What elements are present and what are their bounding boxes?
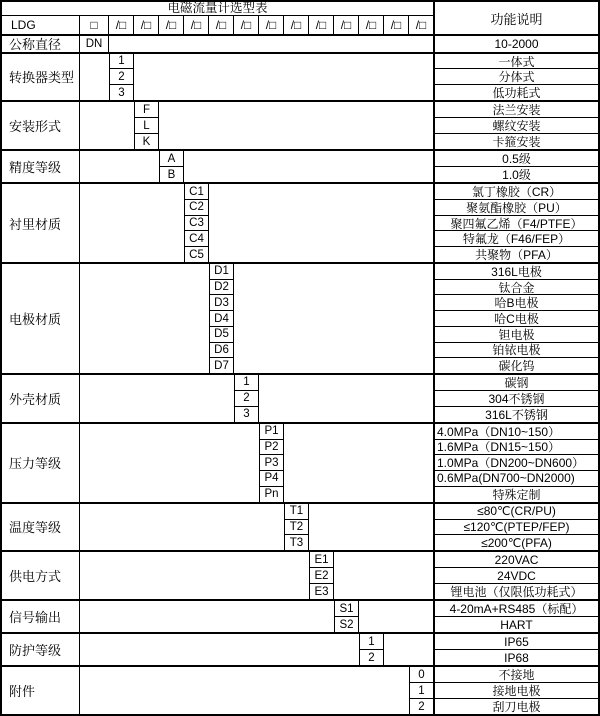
code-cell: 1 bbox=[360, 634, 383, 650]
code-cell: S2 bbox=[339, 618, 354, 631]
description-cell: 24VDC bbox=[435, 568, 598, 584]
group-name: 安装形式 bbox=[2, 102, 80, 149]
code-cell: F bbox=[135, 102, 158, 118]
description-cell: 4.0MPa（DN10~150） bbox=[435, 424, 598, 440]
code-cell: P1 bbox=[260, 424, 283, 440]
code-cell: Pn bbox=[264, 488, 279, 501]
group-band-converter-type bbox=[2, 54, 598, 103]
group-name: 衬里材质 bbox=[2, 184, 80, 262]
table-header bbox=[2, 2, 598, 36]
description-cell: 碳钢 bbox=[435, 375, 598, 391]
code-stack bbox=[159, 151, 184, 182]
code-stack bbox=[359, 634, 384, 665]
function-description-column bbox=[433, 184, 598, 262]
model-code-slot: /□ bbox=[234, 16, 259, 34]
group-band-power-supply bbox=[2, 552, 598, 601]
model-code-box: □ bbox=[80, 16, 109, 34]
code-column-area bbox=[80, 552, 433, 599]
model-code-slot: /□ bbox=[415, 18, 427, 32]
description-cell: 4-20mA+RS485（标配） bbox=[435, 601, 598, 617]
code-cell: 2 bbox=[235, 391, 258, 407]
code-cell: 0 bbox=[410, 667, 433, 683]
description-cell: 聚氨酯橡胶（PU） bbox=[435, 200, 598, 216]
model-code-slot: /□ bbox=[184, 16, 209, 34]
code-cell: P4 bbox=[260, 471, 283, 487]
description-cell: 刮刀电极 bbox=[492, 700, 541, 715]
code-cell: 1 bbox=[410, 683, 433, 699]
description-cell: ≤200℃(PFA) bbox=[481, 535, 552, 550]
description-cell: ≤120℃(PTEP/FEP) bbox=[435, 520, 598, 536]
function-description-column bbox=[433, 634, 598, 665]
function-description-column bbox=[433, 424, 598, 502]
code-cell: C2 bbox=[185, 200, 208, 216]
function-description-column bbox=[433, 552, 598, 599]
code-cell: E3 bbox=[314, 585, 329, 598]
code-stack bbox=[259, 424, 284, 502]
code-cell: 2 bbox=[418, 700, 425, 713]
description-cell: 分体式 bbox=[435, 69, 598, 85]
code-column-area bbox=[80, 424, 433, 502]
model-code-slot: /□ bbox=[259, 16, 284, 34]
group-band-housing-material bbox=[2, 375, 598, 424]
description-cell: 接地电极 bbox=[435, 683, 598, 699]
code-column-area bbox=[80, 264, 433, 373]
code-column-area bbox=[80, 151, 433, 182]
description-cell: 316L不锈钢 bbox=[485, 407, 548, 422]
group-name: 精度等级 bbox=[2, 151, 80, 182]
code-column-area bbox=[80, 634, 433, 665]
description-cell: 1.0MPa（DN200~DN600） bbox=[435, 455, 598, 471]
code-stack bbox=[184, 184, 209, 262]
code-cell: 1 bbox=[235, 375, 258, 391]
code-cell: D6 bbox=[210, 343, 233, 359]
code-cell: C1 bbox=[185, 184, 208, 200]
function-description-column bbox=[433, 151, 598, 182]
group-name: 公称直径 bbox=[2, 36, 80, 52]
description-cell: 低功耗式 bbox=[492, 86, 541, 101]
group-band-lining-material bbox=[2, 184, 598, 264]
group-name: 温度等级 bbox=[2, 504, 80, 551]
model-code-slot: /□ bbox=[384, 16, 409, 34]
description-cell: 钛合金 bbox=[435, 280, 598, 296]
group-name: 供电方式 bbox=[2, 552, 80, 599]
table-body bbox=[2, 36, 598, 714]
code-cell: C5 bbox=[189, 248, 204, 261]
code-column-area bbox=[80, 601, 433, 632]
description-cell: 一体式 bbox=[435, 54, 598, 70]
description-cell: 螺纹安装 bbox=[435, 118, 598, 134]
code-cell: DN bbox=[85, 37, 103, 50]
code-cell: S1 bbox=[335, 601, 358, 617]
code-cell: 2 bbox=[110, 69, 133, 85]
description-cell: 共聚物（PFA） bbox=[475, 248, 558, 262]
function-description-column bbox=[433, 264, 598, 373]
description-cell: 1.6MPa（DN15~150） bbox=[435, 440, 598, 456]
group-name: 转换器类型 bbox=[2, 54, 80, 101]
description-cell: 法兰安装 bbox=[435, 102, 598, 118]
code-cell: K bbox=[142, 135, 151, 148]
description-cell: 不接地 bbox=[435, 667, 598, 683]
code-cell: A bbox=[160, 151, 183, 167]
group-band-nominal-diameter bbox=[2, 36, 598, 54]
group-name: 附件 bbox=[2, 667, 80, 714]
code-cell: D3 bbox=[210, 295, 233, 311]
description-cell: 铂铱电极 bbox=[435, 343, 598, 359]
description-cell: 哈B电极 bbox=[435, 295, 598, 311]
code-cell: D4 bbox=[210, 311, 233, 327]
code-stack bbox=[284, 504, 309, 551]
description-cell: 316L电极 bbox=[435, 264, 598, 280]
description-cell: IP68 bbox=[504, 650, 529, 665]
code-stack bbox=[134, 102, 159, 149]
group-name: 防护等级 bbox=[2, 634, 80, 665]
code-cell: L bbox=[135, 118, 158, 134]
header-left bbox=[2, 2, 433, 34]
table-title: 电磁流量计选型表 bbox=[2, 2, 433, 16]
code-cell: E1 bbox=[310, 552, 333, 568]
description-cell: 220VAC bbox=[435, 552, 598, 568]
code-column-area bbox=[80, 102, 433, 149]
group-name: 压力等级 bbox=[2, 424, 80, 502]
code-column-area bbox=[80, 667, 433, 714]
description-cell: 特氟龙（F46/FEP） bbox=[435, 231, 598, 247]
model-code-slot: /□ bbox=[359, 16, 384, 34]
code-cell: P2 bbox=[260, 440, 283, 456]
description-cell: HART bbox=[500, 617, 533, 632]
model-prefix: LDG bbox=[2, 16, 80, 34]
group-name: 信号输出 bbox=[2, 601, 80, 632]
model-code-slot: /□ bbox=[334, 16, 359, 34]
group-band-pressure-class bbox=[2, 424, 598, 504]
model-code-row bbox=[2, 16, 433, 34]
group-band-signal-output bbox=[2, 601, 598, 634]
code-cell: P3 bbox=[260, 455, 283, 471]
code-cell: D1 bbox=[210, 264, 233, 280]
code-cell: 3 bbox=[118, 86, 125, 99]
description-cell: 哈C电极 bbox=[435, 311, 598, 327]
function-description-column bbox=[433, 601, 598, 632]
model-code-slot: /□ bbox=[284, 16, 309, 34]
code-stack bbox=[334, 601, 359, 632]
code-cell: B bbox=[167, 168, 176, 181]
description-cell: 碳化钨 bbox=[498, 359, 535, 374]
code-cell: T1 bbox=[285, 504, 308, 520]
group-band-electrode-material bbox=[2, 264, 598, 375]
code-cell: T3 bbox=[289, 536, 304, 549]
group-band-protection-class bbox=[2, 634, 598, 667]
code-column-area bbox=[80, 375, 433, 422]
code-cell: E2 bbox=[310, 568, 333, 584]
code-column-area bbox=[80, 36, 433, 52]
code-cell: 2 bbox=[368, 651, 375, 664]
code-cell: T2 bbox=[285, 520, 308, 536]
code-stack bbox=[409, 667, 433, 714]
code-column-area bbox=[80, 54, 433, 101]
code-stack bbox=[209, 264, 234, 373]
code-cell: 3 bbox=[243, 408, 250, 421]
group-band-installation-type bbox=[2, 102, 598, 151]
model-code-slot: /□ bbox=[209, 16, 234, 34]
code-cell: 1 bbox=[110, 54, 133, 70]
function-description-column bbox=[433, 375, 598, 422]
description-cell: 卡箍安装 bbox=[492, 135, 541, 150]
code-cell: D2 bbox=[210, 280, 233, 296]
code-cell: C3 bbox=[185, 216, 208, 232]
code-stack bbox=[234, 375, 259, 422]
code-column-area bbox=[80, 504, 433, 551]
function-description-column bbox=[433, 54, 598, 101]
description-cell: 钽电极 bbox=[435, 327, 598, 343]
model-code-slot: /□ bbox=[134, 16, 159, 34]
code-stack bbox=[109, 54, 134, 101]
function-description-column bbox=[433, 102, 598, 149]
description-cell: 聚四氟乙烯（F4/PTFE） bbox=[435, 216, 598, 232]
description-cell: 特殊定制 bbox=[492, 487, 541, 502]
function-column-header: 功能说明 bbox=[433, 2, 598, 34]
function-description-column bbox=[433, 667, 598, 714]
code-column-area bbox=[80, 184, 433, 262]
group-name: 电极材质 bbox=[2, 264, 80, 373]
model-code-slots bbox=[80, 16, 433, 34]
description-cell: 10-2000 bbox=[494, 36, 539, 51]
description-cell: 0.6MPa(DN700~DN2000) bbox=[435, 471, 598, 487]
function-description-column bbox=[433, 504, 598, 551]
group-band-temperature-class bbox=[2, 504, 598, 553]
code-stack bbox=[309, 552, 334, 599]
code-stack bbox=[80, 36, 109, 52]
description-cell: 氯丁橡胶（CR） bbox=[435, 184, 598, 200]
description-cell: 304不锈钢 bbox=[435, 391, 598, 407]
code-cell: D7 bbox=[214, 359, 229, 372]
function-description-column bbox=[433, 36, 598, 52]
group-band-accuracy-class bbox=[2, 151, 598, 184]
code-cell: C4 bbox=[185, 231, 208, 247]
description-cell: 锂电池（仅限低功耗式） bbox=[450, 585, 583, 600]
model-code-slot: /□ bbox=[309, 16, 334, 34]
description-cell: ≤80℃(CR/PU) bbox=[435, 504, 598, 520]
group-band-accessories bbox=[2, 667, 598, 714]
code-cell: D5 bbox=[210, 327, 233, 343]
model-code-slot: /□ bbox=[109, 16, 134, 34]
group-name: 外壳材质 bbox=[2, 375, 80, 422]
description-cell: 1.0级 bbox=[502, 168, 531, 183]
description-cell: IP65 bbox=[435, 634, 598, 650]
model-code-slot: /□ bbox=[159, 16, 184, 34]
description-cell: 0.5级 bbox=[435, 151, 598, 167]
